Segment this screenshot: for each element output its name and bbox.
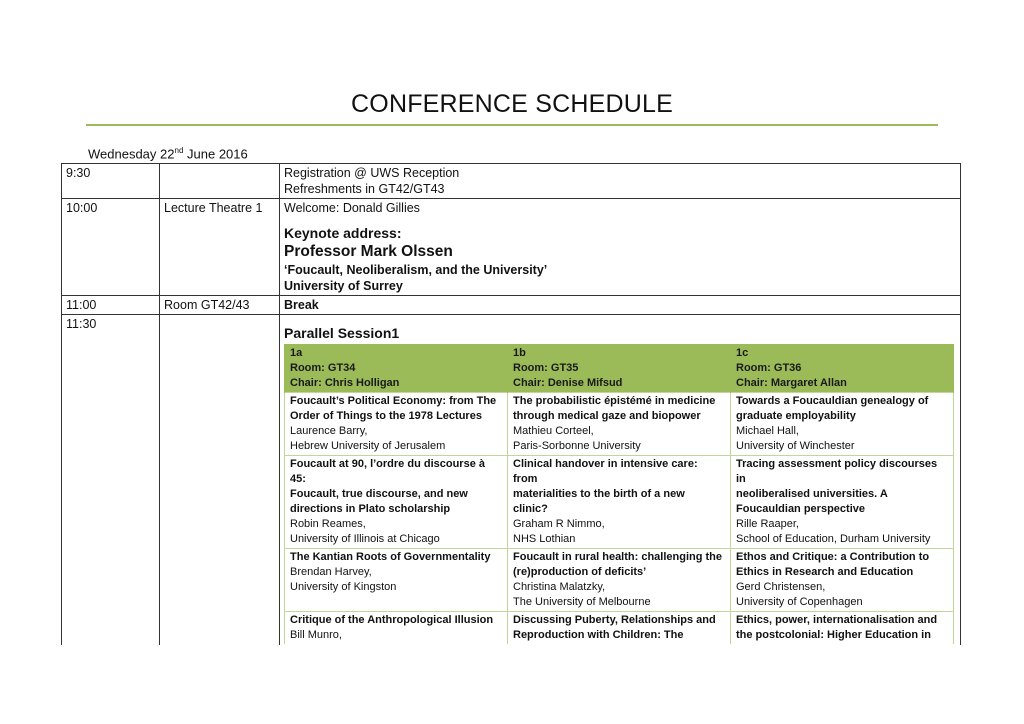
room-cell xyxy=(160,164,280,199)
talk-speaker: Graham R Nimmo, xyxy=(513,518,605,530)
talk-cell xyxy=(285,612,508,645)
title-divider xyxy=(86,124,938,126)
parallel-session-table xyxy=(284,344,954,644)
keynote-speaker: Professor Mark Olssen xyxy=(284,243,453,260)
talk-speaker: Michael Hall, xyxy=(736,425,799,437)
keynote-label: Keynote address: xyxy=(284,225,402,241)
talk-cell xyxy=(731,549,954,612)
session-header-row xyxy=(285,345,954,393)
welcome-line: Welcome: Donald Gillies xyxy=(284,201,420,215)
talk-affiliation: Hebrew University of Jerusalem xyxy=(290,440,446,452)
session-header-1a xyxy=(285,345,508,393)
page-title: CONFERENCE SCHEDULE xyxy=(351,90,673,118)
talk-affiliation: NHS Lothian xyxy=(513,533,576,545)
talk-speaker: Gerd Christensen, xyxy=(736,581,826,593)
talk-row xyxy=(285,456,954,549)
talk-cell xyxy=(508,549,731,612)
schedule-row xyxy=(62,315,961,646)
schedule-date xyxy=(88,146,248,161)
session-chair: Chair: Chris Holligan xyxy=(290,377,400,389)
talk-title-line: directions in Plato scholarship xyxy=(290,503,451,515)
talk-affiliation: University of Illinois at Chicago xyxy=(290,533,440,545)
event-cell xyxy=(280,315,961,646)
talk-speaker: Brendan Harvey, xyxy=(290,566,372,578)
schedule-row xyxy=(62,296,961,315)
talk-title-line: Ethics, power, internationalisation and xyxy=(736,614,938,626)
talk-title-line: Ethos and Critique: a Contribution to xyxy=(736,551,930,563)
talk-cell xyxy=(731,612,954,645)
session-id: 1c xyxy=(736,347,749,359)
event-cell xyxy=(280,164,961,199)
keynote-title: ‘Foucault, Neoliberalism, and the University’ xyxy=(284,263,548,277)
event-cell xyxy=(280,199,961,296)
talk-title-line: Foucault, true discourse, and new xyxy=(290,488,468,500)
session-header-1c xyxy=(731,345,954,393)
talk-row xyxy=(285,393,954,456)
schedule-table xyxy=(61,163,961,645)
talk-cell xyxy=(285,549,508,612)
keynote-affiliation: University of Surrey xyxy=(284,279,403,293)
event-line: Refreshments in GT42/GT43 xyxy=(284,182,445,196)
talk-title-line: neoliberalised universities. A xyxy=(736,488,888,500)
talk-row xyxy=(285,612,954,645)
talk-cell xyxy=(731,456,954,549)
talk-affiliation: The University of Melbourne xyxy=(513,596,651,608)
talk-speaker: Laurence Barry, xyxy=(290,425,368,437)
talk-title-line: Foucauldian perspective xyxy=(736,503,865,515)
talk-rows xyxy=(285,393,954,645)
talk-title-line: the postcolonial: Higher Education in xyxy=(736,629,931,641)
talk-cell xyxy=(285,456,508,549)
talk-speaker: Christina Malatzky, xyxy=(513,581,606,593)
room-cell: Lecture Theatre 1 xyxy=(160,199,280,296)
talk-affiliation: Paris-Sorbonne University xyxy=(513,440,641,452)
event-line: Registration @ UWS Reception xyxy=(284,166,460,180)
talk-row xyxy=(285,549,954,612)
talk-cell xyxy=(508,393,731,456)
talk-speaker: Rille Raaper, xyxy=(736,518,799,530)
talk-title-line: Towards a Foucauldian genealogy of xyxy=(736,395,929,407)
talk-speaker: Mathieu Corteel, xyxy=(513,425,594,437)
date-day: Wednesday 22 xyxy=(88,146,175,162)
talk-affiliation: University of Winchester xyxy=(736,440,855,452)
parallel-session-title: Parallel Session1 xyxy=(284,325,400,341)
session-id: 1a xyxy=(290,347,303,359)
room-cell xyxy=(160,315,280,646)
session-chair: Chair: Denise Mifsud xyxy=(513,377,623,389)
room-cell: Room GT42/43 xyxy=(160,296,280,315)
talk-title-line: Ethics in Research and Education xyxy=(736,566,914,578)
talk-title-line: clinic? xyxy=(513,503,548,515)
talk-title-line: Order of Things to the 1978 Lectures xyxy=(290,410,482,422)
talk-title-line: through medical gaze and biopower xyxy=(513,410,701,422)
talk-affiliation: School of Education, Durham University xyxy=(736,533,931,545)
talk-speaker: Robin Reames, xyxy=(290,518,366,530)
talk-title-line: Foucault at 90, l’ordre du discourse à 45: xyxy=(290,458,485,485)
date-rest: June 2016 xyxy=(183,146,248,162)
talk-title-line: materialities to the birth of a new xyxy=(513,488,685,500)
time-cell: 11:00 xyxy=(62,296,160,315)
date-suffix: nd xyxy=(174,146,184,155)
talk-title-line: Foucault’s Political Economy: from The xyxy=(290,395,497,407)
talk-title-line: graduate employability xyxy=(736,410,856,422)
time-cell: 11:30 xyxy=(62,315,160,646)
talk-cell xyxy=(508,456,731,549)
talk-title-line: The probabilistic épistémé in medicine xyxy=(513,395,716,407)
talk-title-line: Discussing Puberty, Relationships and xyxy=(513,614,716,626)
talk-cell xyxy=(731,393,954,456)
talk-cell xyxy=(285,393,508,456)
talk-affiliation: University of Copenhagen xyxy=(736,596,863,608)
talk-title-line: Reproduction with Children: The xyxy=(513,629,684,641)
session-room: Room: GT35 xyxy=(513,362,579,374)
talk-affiliation: University of Kingston xyxy=(290,581,397,593)
talk-cell xyxy=(508,612,731,645)
talk-title-line: Critique of the Anthropological Illusion xyxy=(290,614,494,626)
talk-speaker: Bill Munro, xyxy=(290,629,342,641)
talk-title-line: Clinical handover in intensive care: from xyxy=(513,458,698,485)
talk-title-line: Foucault in rural health: challenging the xyxy=(513,551,723,563)
time-cell: 9:30 xyxy=(62,164,160,199)
session-room: Room: GT36 xyxy=(736,362,802,374)
schedule-row xyxy=(62,164,961,199)
schedule-row xyxy=(62,199,961,296)
event-cell: Break xyxy=(280,296,961,315)
talk-title-line: (re)production of deficits’ xyxy=(513,566,647,578)
session-id: 1b xyxy=(513,347,526,359)
session-chair: Chair: Margaret Allan xyxy=(736,377,847,389)
talk-title-line: The Kantian Roots of Governmentality xyxy=(290,551,491,563)
session-header-1b xyxy=(508,345,731,393)
talk-title-line: Tracing assessment policy discourses in xyxy=(736,458,938,485)
time-cell: 10:00 xyxy=(62,199,160,296)
session-room: Room: GT34 xyxy=(290,362,356,374)
